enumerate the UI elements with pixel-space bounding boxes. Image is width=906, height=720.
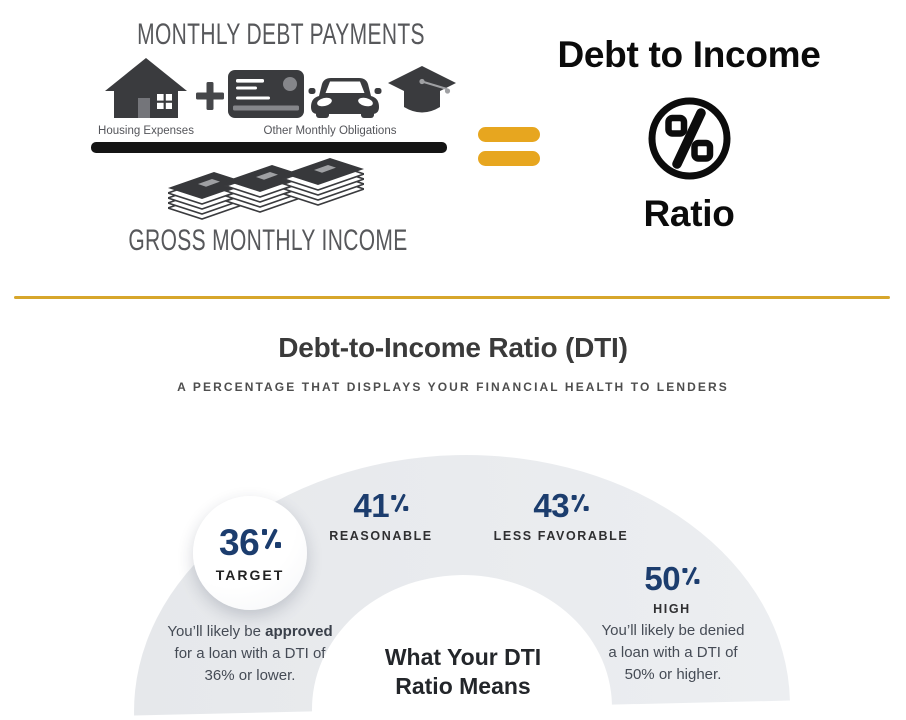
money-stacks-icon (168, 158, 364, 220)
credit-card-icon (228, 70, 304, 118)
section-subheading: A PERCENTAGE THAT DISPLAYS YOUR FINANCIAL HEALTH TO LENDERS (177, 380, 729, 394)
gauge-center-caption: What Your DTI Ratio Means (384, 644, 542, 699)
section-heading: Debt-to-Income Ratio (DTI) (278, 332, 628, 363)
stat-label-high: HIGH (653, 602, 691, 616)
equals-icon (478, 127, 540, 167)
percent-icon (262, 529, 281, 548)
debt-to-income-text: Debt to Income (557, 34, 821, 75)
gross-monthly-income-title: GROSS MONTHLY INCOME (128, 224, 408, 257)
money-stack (168, 158, 364, 219)
graduation-cap-icon (388, 66, 456, 113)
ratio-text: Ratio (643, 193, 735, 234)
debt-icons-row (100, 56, 460, 126)
stat-43-less-favorable (494, 489, 629, 543)
denied-note: You’ll likely be denied a loan with a DTI of 50% or higher. (601, 622, 745, 683)
approved-note: You’ll likely be approved for a loan with a DTI of 36% or lower. (167, 623, 333, 684)
housing-expenses-label: Housing Expenses (98, 125, 194, 137)
stat-50-high (644, 562, 699, 616)
stat-value-41: 41 (329, 489, 433, 522)
gold-divider (14, 296, 890, 299)
percent-icon (391, 495, 408, 512)
target-badge (193, 496, 307, 610)
percent-icon (682, 568, 699, 585)
stat-41-reasonable (329, 489, 433, 543)
house-icon (105, 58, 187, 118)
monthly-debt-payments-title: MONTHLY DEBT PAYMENTS (137, 18, 425, 51)
car-icon (309, 78, 382, 118)
plus-icon (196, 82, 224, 110)
percent-icon (571, 495, 588, 512)
fraction-bar (91, 142, 447, 153)
stat-value-50: 50 (644, 562, 699, 595)
stat-value-36: 36 (219, 524, 281, 561)
stat-label-less-favorable: LESS FAVORABLE (493, 529, 629, 543)
stat-label-reasonable: REASONABLE (329, 529, 433, 543)
other-obligations-label: Other Monthly Obligations (263, 125, 397, 137)
stat-label-target: TARGET (215, 566, 285, 583)
stat-value-43: 43 (494, 489, 629, 522)
percent-circle-icon (644, 93, 735, 184)
